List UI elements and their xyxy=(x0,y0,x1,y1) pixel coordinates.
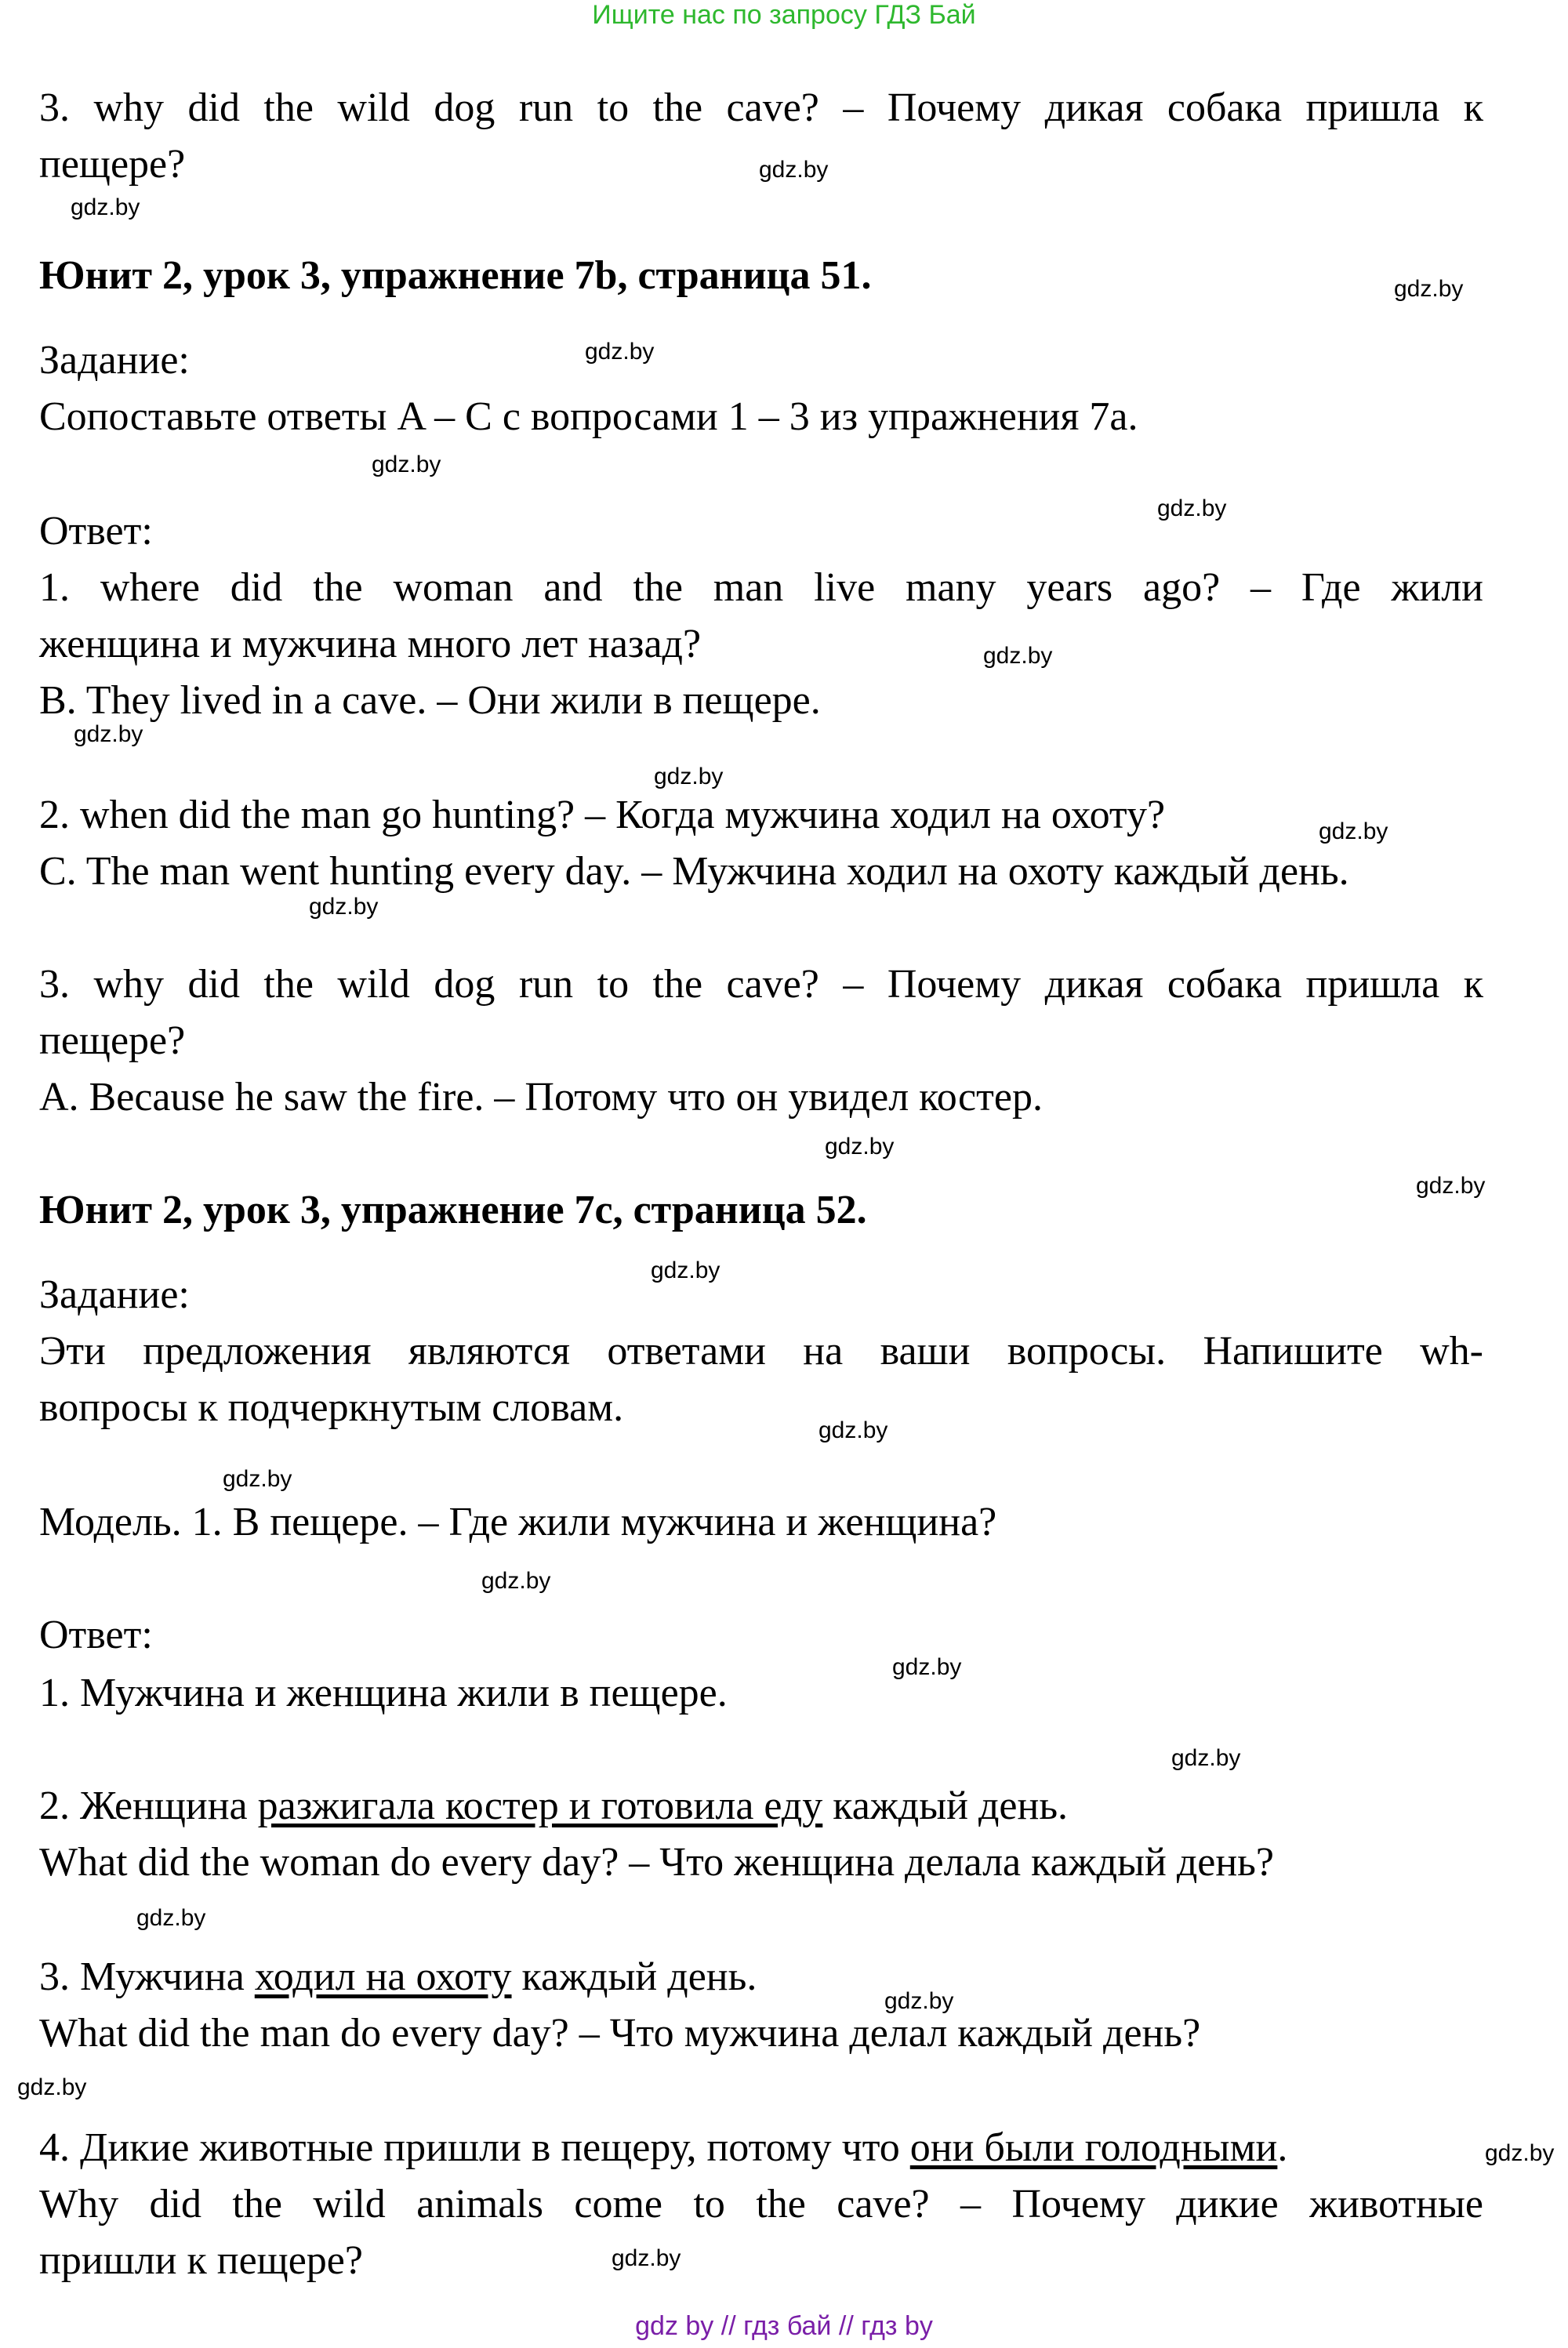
section-7c-a2 xyxy=(39,1783,1068,1830)
watermark: gdz.by xyxy=(585,339,655,365)
section-7c-a4-question: Why did the wild animals come to the cave? – Почему дикие животные xyxy=(39,2182,1483,2226)
watermark: gdz.by xyxy=(884,1988,954,2014)
watermark: gdz.by xyxy=(1394,276,1464,302)
section-7b-q3-cont: пещере? xyxy=(39,1018,186,1063)
a2-underlined: разжигала костер и готовила еду xyxy=(257,1784,823,1828)
a3-pre: 3. Мужчина xyxy=(39,1954,255,1999)
watermark: gdz.by xyxy=(74,721,143,747)
section-7b-a3: A. Because he saw the fire. – Потому что он увидел костер. xyxy=(39,1075,1043,1120)
intro-question-3-end: пещере? xyxy=(39,142,186,187)
section-7c-a1: 1. Мужчина и женщина жили в пещере. xyxy=(39,1671,728,1715)
section-7c-a3 xyxy=(39,1954,757,2001)
section-7c-task-label: Задание: xyxy=(39,1272,190,1317)
watermark: gdz.by xyxy=(818,1417,888,1443)
watermark: gdz.by xyxy=(651,1257,720,1283)
watermark: gdz.by xyxy=(309,894,379,920)
watermark: gdz.by xyxy=(71,194,140,220)
section-7c-task-line1: Эти предложения являются ответами на ваши вопросы. Напишите wh- xyxy=(39,1329,1483,1374)
section-7b-q2: 2. when did the man go hunting? – Когда мужчина ходил на охоту? xyxy=(39,793,1166,837)
watermark: gdz.by xyxy=(612,2245,681,2271)
watermark: gdz.by xyxy=(481,1568,551,1594)
section-7c-task-line2: вопросы к подчеркнутым словам. xyxy=(39,1385,624,1430)
section-7c-model: Модель. 1. В пещере. – Где жили мужчина и женщина? xyxy=(39,1500,997,1544)
section-7b-a1: B. They lived in a cave. – Они жили в пещере. xyxy=(39,678,821,723)
a2-pre: 2. Женщина xyxy=(39,1784,258,1828)
watermark: gdz.by xyxy=(223,1466,292,1492)
watermark: gdz.by xyxy=(654,764,724,789)
section-7c-a4-question-cont: пришли к пещере? xyxy=(39,2238,363,2283)
section-7b-heading: Юнит 2, урок 3, упражнение 7b, страница 51. xyxy=(39,253,872,298)
watermark: gdz.by xyxy=(1319,818,1388,844)
section-7b-q3: 3. why did the wild dog run to the cave? – Почему дикая собака пришла к xyxy=(39,962,1483,1007)
a4-post: . xyxy=(1277,2125,1288,2170)
intro-question-3: 3. why did the wild dog run to the cave? – Почему дикая собака пришла к xyxy=(39,85,1483,130)
a4-underlined: они были голодными xyxy=(909,2125,1278,2170)
section-7b-task-label: Задание: xyxy=(39,338,190,383)
section-7c-a4 xyxy=(39,2125,1287,2172)
watermark: gdz.by xyxy=(1485,2140,1555,2166)
watermark: gdz.by xyxy=(17,2074,87,2100)
watermark: gdz.by xyxy=(136,1905,206,1931)
watermark: gdz.by xyxy=(1171,1745,1241,1771)
top-banner: Ищите нас по запросу ГДЗ Бай xyxy=(592,0,976,30)
watermark: gdz.by xyxy=(892,1654,962,1680)
watermark: gdz.by xyxy=(983,643,1053,669)
a3-post: каждый день. xyxy=(511,1954,757,1999)
section-7b-q1-cont: женщина и мужчина много лет назад? xyxy=(39,622,702,666)
section-7c-answer-label: Ответ: xyxy=(39,1613,153,1657)
watermark: gdz.by xyxy=(1157,495,1227,521)
section-7c-heading: Юнит 2, урок 3, упражнение 7c, страница 52. xyxy=(39,1188,867,1232)
a4-pre: 4. Дикие животные пришли в пещеру, потому что xyxy=(39,2125,910,2170)
section-7b-answer-label: Ответ: xyxy=(39,509,153,553)
watermark: gdz.by xyxy=(759,157,829,183)
a3-underlined: ходил на охоту xyxy=(254,1954,512,1999)
watermark: gdz.by xyxy=(1416,1173,1486,1199)
section-7b-q1: 1. where did the woman and the man live many years ago? – Где жили xyxy=(39,565,1483,610)
a2-post: каждый день. xyxy=(822,1784,1069,1828)
bottom-banner: gdz by // гдз бай // гдз by xyxy=(635,2311,933,2341)
section-7b-task-text: Сопоставьте ответы A – C с вопросами 1 – 3 из упражнения 7a. xyxy=(39,394,1138,439)
watermark: gdz.by xyxy=(825,1134,895,1159)
section-7c-a2-question: What did the woman do every day? – Что женщина делала каждый день? xyxy=(39,1840,1274,1885)
section-7b-a2: C. The man went hunting every day. – Мужчина ходил на охоту каждый день. xyxy=(39,849,1349,894)
watermark: gdz.by xyxy=(372,452,441,477)
section-7c-a3-question: What did the man do every day? – Что мужчина делал каждый день? xyxy=(39,2011,1201,2056)
